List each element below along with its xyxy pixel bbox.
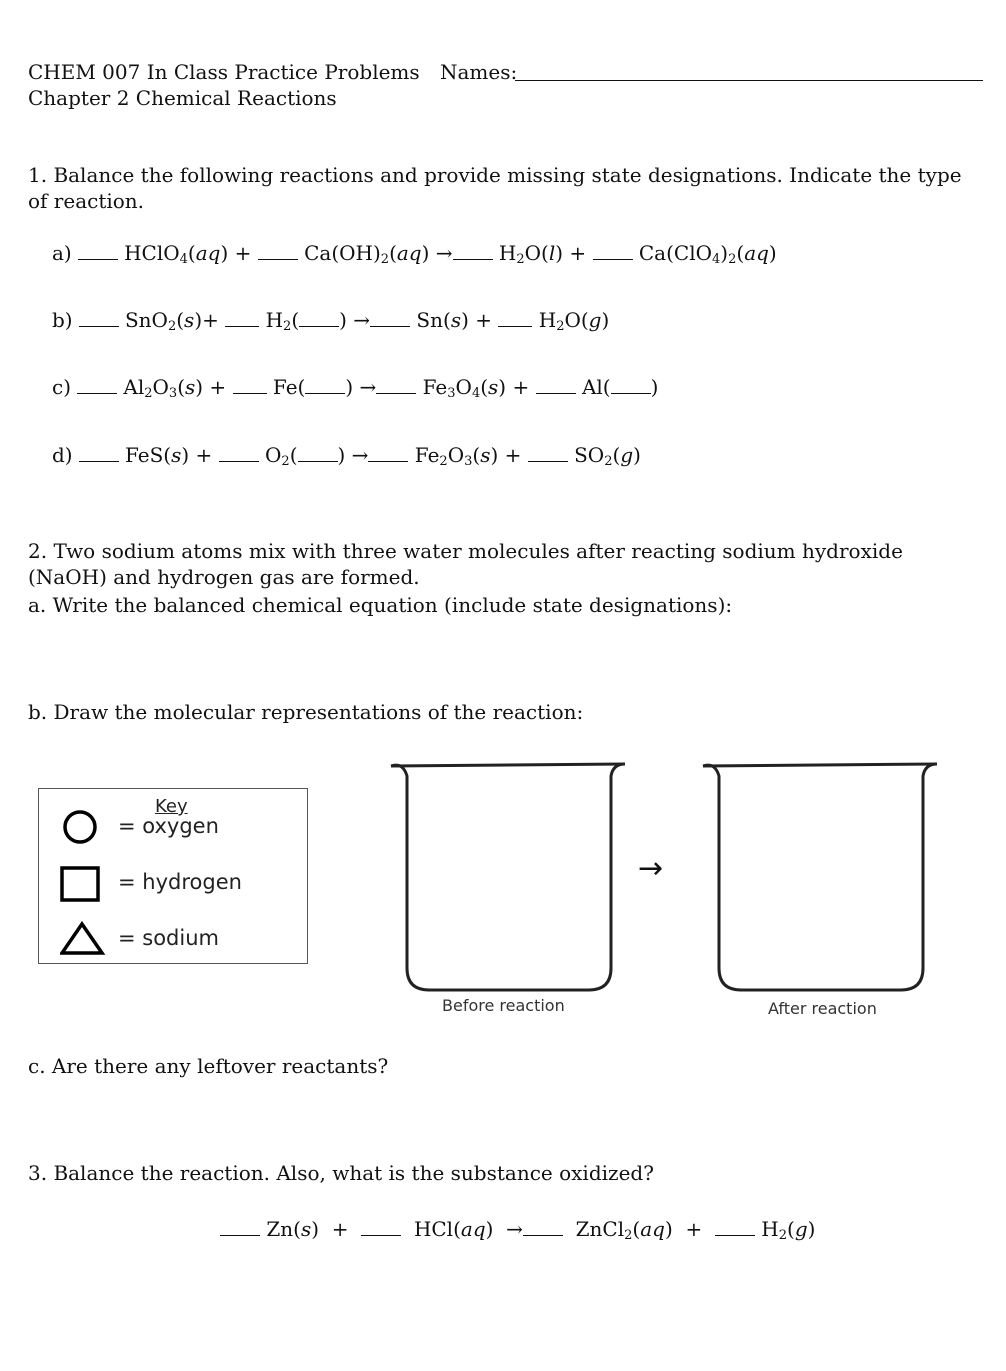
coef-blank[interactable]: [233, 375, 267, 394]
course-title: CHEM 007 In Class Practice Problems: [28, 60, 420, 84]
coef-blank[interactable]: [528, 443, 568, 462]
q2b-prompt: b. Draw the molecular representations of the reaction:: [28, 700, 584, 724]
circle-icon: [65, 812, 95, 842]
coef-blank[interactable]: [79, 308, 119, 327]
key-hydrogen: = hydrogen: [118, 870, 242, 894]
q1-prompt: 1. Balance the following reactions and provide missing state designations. Indicate the type of reaction.: [28, 163, 962, 213]
coef-blank[interactable]: [376, 375, 416, 394]
names-field[interactable]: [515, 80, 983, 81]
reaction-a: a) HClO$_4$(aq) + $Ca(OH)_2(aq) \to H_2O(l) + Ca(ClO_4)_2(aq)$: [52, 241, 777, 267]
q2c-prompt: c. Are there any leftover reactants?: [28, 1054, 389, 1078]
beaker-after-icon: [697, 758, 942, 998]
state-blank[interactable]: [299, 308, 339, 327]
q3-prompt: 3. Balance the reaction. Also, what is the substance oxidized?: [28, 1161, 654, 1185]
reaction-c: c) $Al_2O_3(s) + Fe$( ) → $Fe_3O_4(s) + Al$( ): [52, 375, 659, 401]
coef-blank[interactable]: [78, 241, 118, 260]
chapter-title: Chapter 2 Chemical Reactions: [28, 86, 337, 110]
coef-blank[interactable]: [79, 443, 119, 462]
key-oxygen: = oxygen: [118, 814, 219, 838]
coef-blank[interactable]: [219, 443, 259, 462]
coef-blank[interactable]: [258, 241, 298, 260]
q2-prompt: 2. Two sodium atoms mix with three water molecules after reacting sodium hydroxide (NaOH) and hydrogen gas are formed.: [28, 539, 903, 589]
coef-blank[interactable]: [453, 241, 493, 260]
state-blank[interactable]: [611, 375, 651, 394]
coef-blank[interactable]: [523, 1217, 563, 1236]
q2a-prompt: a. Write the balanced chemical equation (include state designations):: [28, 593, 733, 617]
arrow-right-icon: →: [638, 851, 664, 886]
reaction-d: d) $FeS(s) + O_2$( ) → $Fe_2O_3(s) + SO_2(g)$: [52, 443, 641, 469]
triangle-icon: [62, 924, 102, 953]
reaction-b: b) $SnO_2(s)+ H_2$( ) → $Sn(s) + H_2O(g)$: [52, 308, 610, 334]
names-label: Names:: [440, 60, 518, 84]
key-shapes: [60, 808, 106, 958]
key-sodium: = sodium: [118, 926, 219, 950]
coef-blank[interactable]: [370, 308, 410, 327]
coef-blank[interactable]: [715, 1217, 755, 1236]
coef-blank[interactable]: [220, 1217, 260, 1236]
beaker-before-icon: [385, 758, 630, 998]
coef-blank[interactable]: [368, 443, 408, 462]
key-title: Key: [155, 796, 188, 817]
state-blank[interactable]: [298, 443, 338, 462]
coef-blank[interactable]: [536, 375, 576, 394]
before-reaction-label: Before reaction: [442, 996, 565, 1015]
coef-blank[interactable]: [498, 308, 532, 327]
coef-blank[interactable]: [77, 375, 117, 394]
after-reaction-label: After reaction: [768, 999, 877, 1018]
reaction-q3: Zn(s) + HCl(aq) → ZnCl$_2$(aq) + $H_2(g)$: [220, 1216, 815, 1242]
state-blank[interactable]: [305, 375, 345, 394]
coef-blank[interactable]: [225, 308, 259, 327]
coef-blank[interactable]: [361, 1217, 401, 1236]
square-icon: [62, 868, 98, 900]
coef-blank[interactable]: [593, 241, 633, 260]
